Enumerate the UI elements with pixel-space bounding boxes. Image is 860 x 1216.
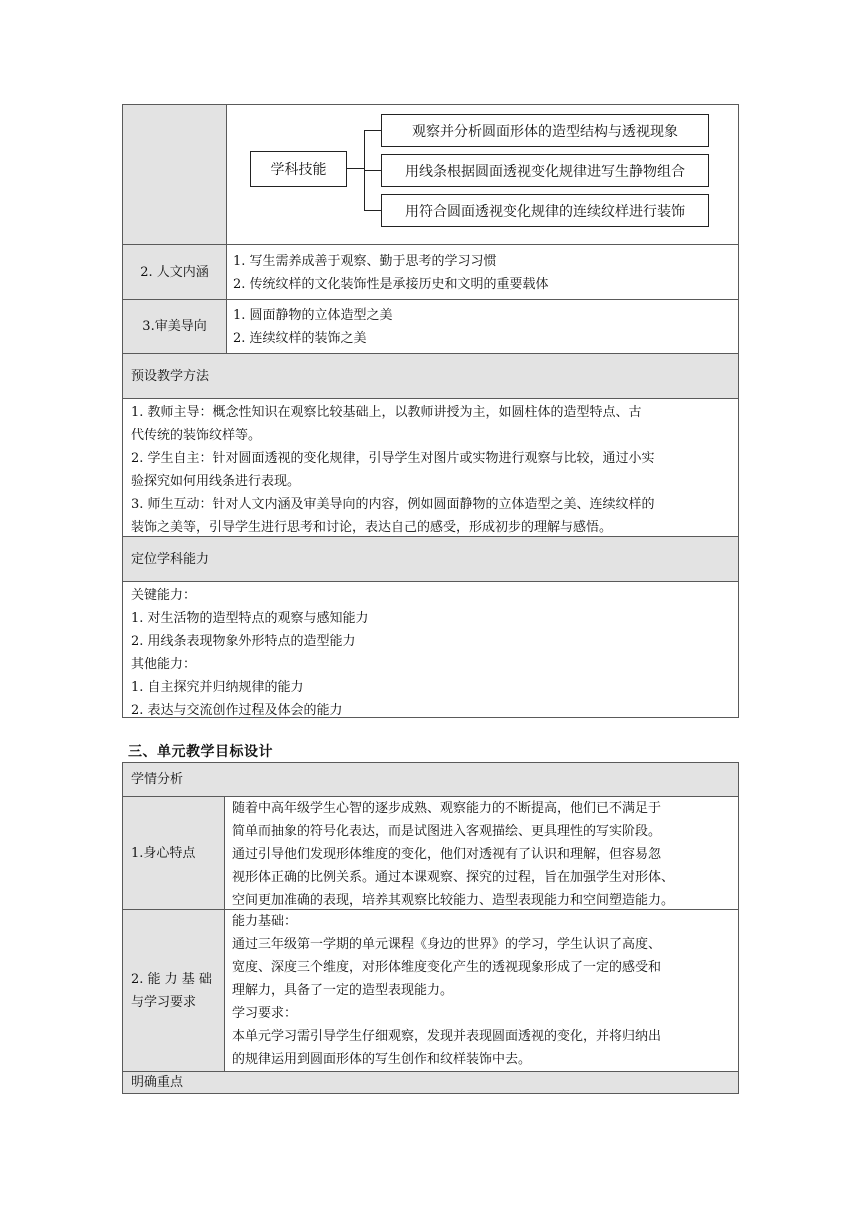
focus-header-cell bbox=[122, 1071, 739, 1094]
ability-basis-label-line-1: 2. 能 力 基 础 bbox=[131, 971, 212, 987]
ability-line-4: 其他能力： bbox=[131, 657, 197, 672]
skill-row-label-cell bbox=[122, 104, 227, 245]
ability-basis-label-line-2: 与学习要求 bbox=[131, 994, 197, 1010]
physical-line-5: 空间更加准确的表现，培养其观察比较能力、造型表现能力和空间塑造能力。 bbox=[232, 893, 675, 908]
focus-header: 明确重点 bbox=[131, 1075, 184, 1090]
method-content-cell bbox=[122, 398, 739, 537]
ability-basis-line-1: 能力基础： bbox=[232, 914, 298, 929]
physical-line-4: 视形体正确的比例关系。通过本课观察、探究的过程，旨在加强学生对形体、 bbox=[232, 870, 675, 885]
skill-main-box bbox=[250, 151, 347, 187]
skill-item-box-1 bbox=[381, 114, 709, 147]
aesthetic-label-cell bbox=[122, 299, 227, 354]
physical-content-cell bbox=[224, 796, 739, 910]
method-line-5: 3. 师生互动：针对人文内涵及审美导向的内容，例如圆面静物的立体造型之美、连续纹样的 bbox=[131, 497, 655, 512]
connector-branch-2 bbox=[364, 170, 381, 171]
ability-basis-content-cell bbox=[224, 909, 739, 1072]
aesthetic-line-1: 1. 圆面静物的立体造型之美 bbox=[233, 308, 393, 323]
ability-header: 定位学科能力 bbox=[131, 551, 210, 567]
ability-line-2: 1. 对生活物的造型特点的观察与感知能力 bbox=[131, 611, 369, 626]
ability-basis-label-cell bbox=[122, 909, 225, 1072]
ability-line-3: 2. 用线条表现物象外形特点的造型能力 bbox=[131, 634, 356, 649]
humanities-label-cell bbox=[122, 244, 227, 300]
method-line-2: 代传统的装饰纹样等。 bbox=[131, 428, 262, 443]
humanities-line-2: 2. 传统纹样的文化装饰性是承接历史和文明的重要载体 bbox=[233, 277, 549, 292]
ability-header-cell bbox=[122, 536, 739, 582]
skill-item-2: 用线条根据圆面透视变化规律进写生静物组合 bbox=[405, 163, 685, 180]
physical-line-3: 通过引导他们发现形体维度的变化，他们对透视有了认识和理解，但容易忽 bbox=[232, 847, 662, 862]
skill-item-1: 观察并分析圆面形体的造型结构与透视现象 bbox=[412, 123, 678, 140]
physical-line-2: 简单而抽象的符号化表达，而是试图进入客观描绘、更具理性的写实阶段。 bbox=[232, 824, 662, 839]
aesthetic-content-cell bbox=[226, 299, 739, 354]
ability-basis-line-3: 宽度、深度三个维度，对形体维度变化产生的透视现象形成了一定的感受和 bbox=[232, 960, 662, 975]
physical-label-cell bbox=[122, 796, 225, 910]
ability-content-cell bbox=[122, 581, 739, 718]
ability-basis-line-5: 学习要求： bbox=[232, 1006, 298, 1021]
connector-branch-1 bbox=[364, 130, 381, 131]
method-line-4: 验探究如何用线条进行表现。 bbox=[131, 474, 301, 489]
humanities-label: 2. 人文内涵 bbox=[140, 264, 209, 280]
situation-header-cell bbox=[122, 762, 739, 797]
physical-line-1: 随着中高年级学生心智的逐步成熟、观察能力的不断提高，他们已不满足于 bbox=[232, 801, 662, 816]
ability-basis-line-2: 通过三年级第一学期的单元课程《身边的世界》的学习，学生认识了高度、 bbox=[232, 937, 662, 952]
ability-line-5: 1. 自主探究并归纳规律的能力 bbox=[131, 680, 304, 695]
method-header-cell bbox=[122, 353, 739, 399]
connector-branch-3 bbox=[364, 210, 381, 211]
skill-item-box-2 bbox=[381, 154, 709, 187]
skill-item-box-3 bbox=[381, 194, 709, 227]
ability-line-6: 2. 表达与交流创作过程及体会的能力 bbox=[131, 703, 343, 718]
ability-line-1: 关键能力： bbox=[131, 588, 197, 603]
humanities-line-1: 1. 写生需养成善于观察、勤于思考的学习习惯 bbox=[233, 254, 497, 269]
method-line-3: 2. 学生自主：针对圆面透视的变化规律，引导学生对图片或实物进行观察与比较，通过小实 bbox=[131, 451, 655, 466]
method-line-6: 装饰之美等，引导学生进行思考和讨论，表达自己的感受，形成初步的理解与感悟。 bbox=[131, 520, 613, 535]
method-line-1: 1. 教师主导：概念性知识在观察比较基础上，以教师讲授为主，如圆柱体的造型特点、古 bbox=[131, 405, 642, 420]
skill-item-3: 用符合圆面透视变化规律的连续纹样进行装饰 bbox=[405, 203, 685, 220]
ability-basis-line-7: 的规律运用到圆面形体的写生创作和纹样装饰中去。 bbox=[232, 1052, 532, 1067]
ability-basis-line-4: 理解力，具备了一定的造型表现能力。 bbox=[232, 983, 454, 998]
physical-label: 1.身心特点 bbox=[131, 845, 196, 861]
situation-header: 学情分析 bbox=[131, 772, 184, 787]
method-header: 预设教学方法 bbox=[131, 368, 210, 384]
aesthetic-line-2: 2. 连续纹样的装饰之美 bbox=[233, 331, 367, 346]
section-heading: 三、单元教学目标设计 bbox=[128, 744, 273, 760]
humanities-content-cell bbox=[226, 244, 739, 300]
aesthetic-label: 3.审美导向 bbox=[142, 319, 207, 334]
connector-main bbox=[347, 168, 364, 169]
ability-basis-line-6: 本单元学习需引导学生仔细观察，发现并表现圆面透视的变化，并将归纳出 bbox=[232, 1029, 662, 1044]
skill-main-label: 学科技能 bbox=[270, 162, 327, 178]
